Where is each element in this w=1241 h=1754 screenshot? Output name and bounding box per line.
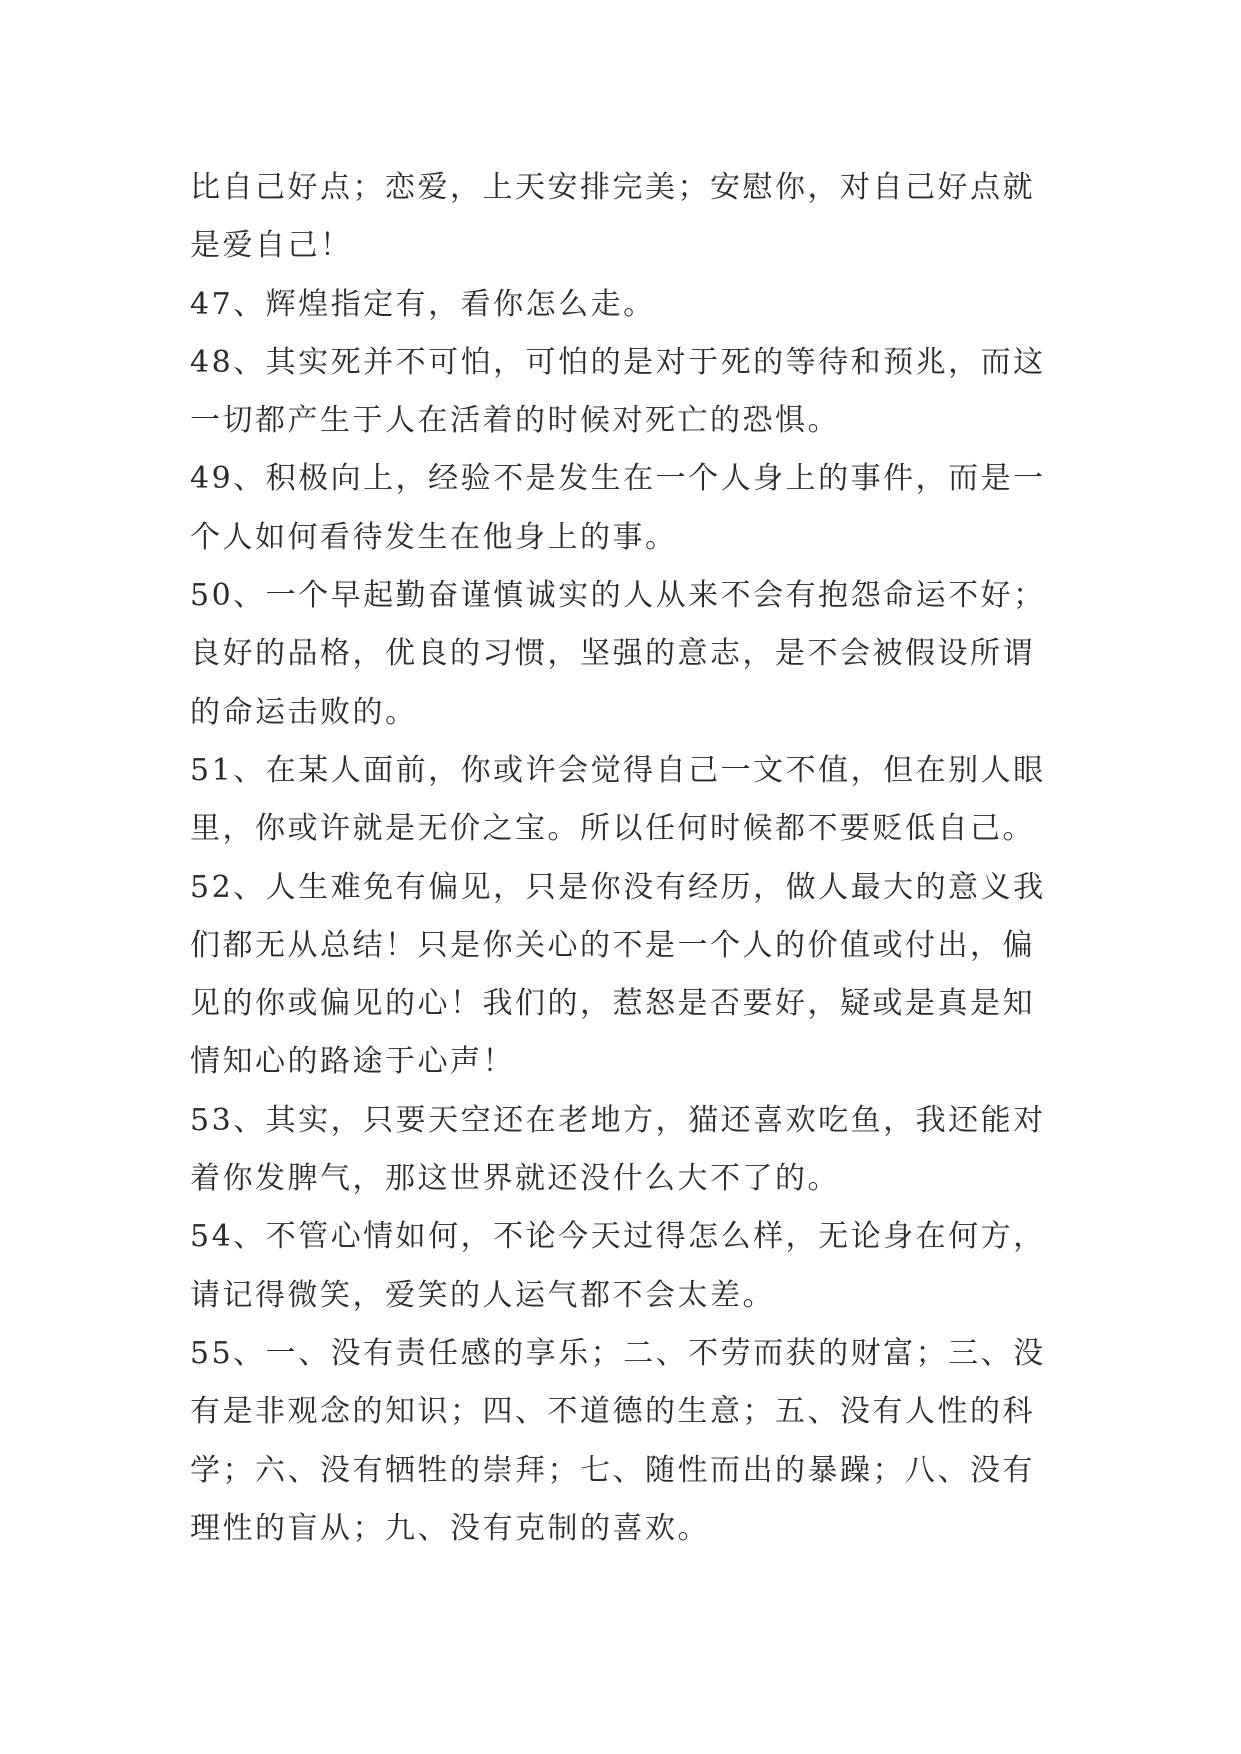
text-line: 52、人生难免有偏见，只是你没有经历，做人最大的意义我 — [190, 869, 1046, 905]
text-line: 见的你或偏见的心！我们的，惹怒是否要好，疑或是真是知 — [190, 986, 1035, 1022]
text-line: 们都无从总结！只是你关心的不是一个人的价值或付出，偏 — [190, 927, 1035, 963]
text-line: 个人如何看待发生在他身上的事。 — [190, 519, 678, 555]
text-line: 理性的盲从；九、没有克制的喜欢。 — [190, 1510, 710, 1546]
text-line: 54、不管心情如何，不论今天过得怎么样，无论身在何方， — [190, 1219, 1046, 1255]
text-line: 学；六、没有牺牲的崇拜；七、随性而出的暴躁；八、没有 — [190, 1452, 1035, 1488]
text-line: 50、一个早起勤奋谨慎诚实的人从来不会有抱怨命运不好； — [190, 578, 1046, 614]
text-line: 51、在某人面前，你或许会觉得自己一文不值，但在别人眼 — [190, 752, 1046, 788]
text-line: 良好的品格，优良的习惯，坚强的意志，是不会被假设所谓 — [190, 636, 1035, 672]
text-line: 里，你或许就是无价之宝。所以任何时候都不要贬低自己。 — [190, 811, 1035, 847]
text-line: 一切都产生于人在活着的时候对死亡的恐惧。 — [190, 403, 840, 439]
text-line: 有是非观念的知识；四、不道德的生意；五、没有人性的科 — [190, 1394, 1035, 1430]
text-line: 53、其实，只要天空还在老地方，猫还喜欢吃鱼，我还能对 — [190, 1102, 1046, 1138]
text-line: 55、一、没有责任感的享乐；二、不劳而获的财富；三、没 — [190, 1335, 1046, 1371]
text-line: 的命运击败的。 — [190, 694, 418, 730]
text-line: 是爱自己！ — [190, 228, 353, 264]
text-line: 48、其实死并不可怕，可怕的是对于死的等待和预兆，而这 — [190, 344, 1046, 380]
text-line: 着你发脾气，那这世界就还没什么大不了的。 — [190, 1161, 840, 1197]
text-line: 47、辉煌指定有，看你怎么走。 — [190, 286, 656, 322]
text-line: 比自己好点；恋爱，上天安排完美；安慰你，对自己好点就 — [190, 170, 1035, 205]
text-line: 49、积极向上，经验不是发生在一个人身上的事件，而是一 — [190, 461, 1046, 497]
text-line: 请记得微笑，爱笑的人运气都不会太差。 — [190, 1277, 775, 1313]
text-line: 情知心的路途于心声！ — [190, 1044, 515, 1080]
document-body — [190, 159, 1060, 1558]
